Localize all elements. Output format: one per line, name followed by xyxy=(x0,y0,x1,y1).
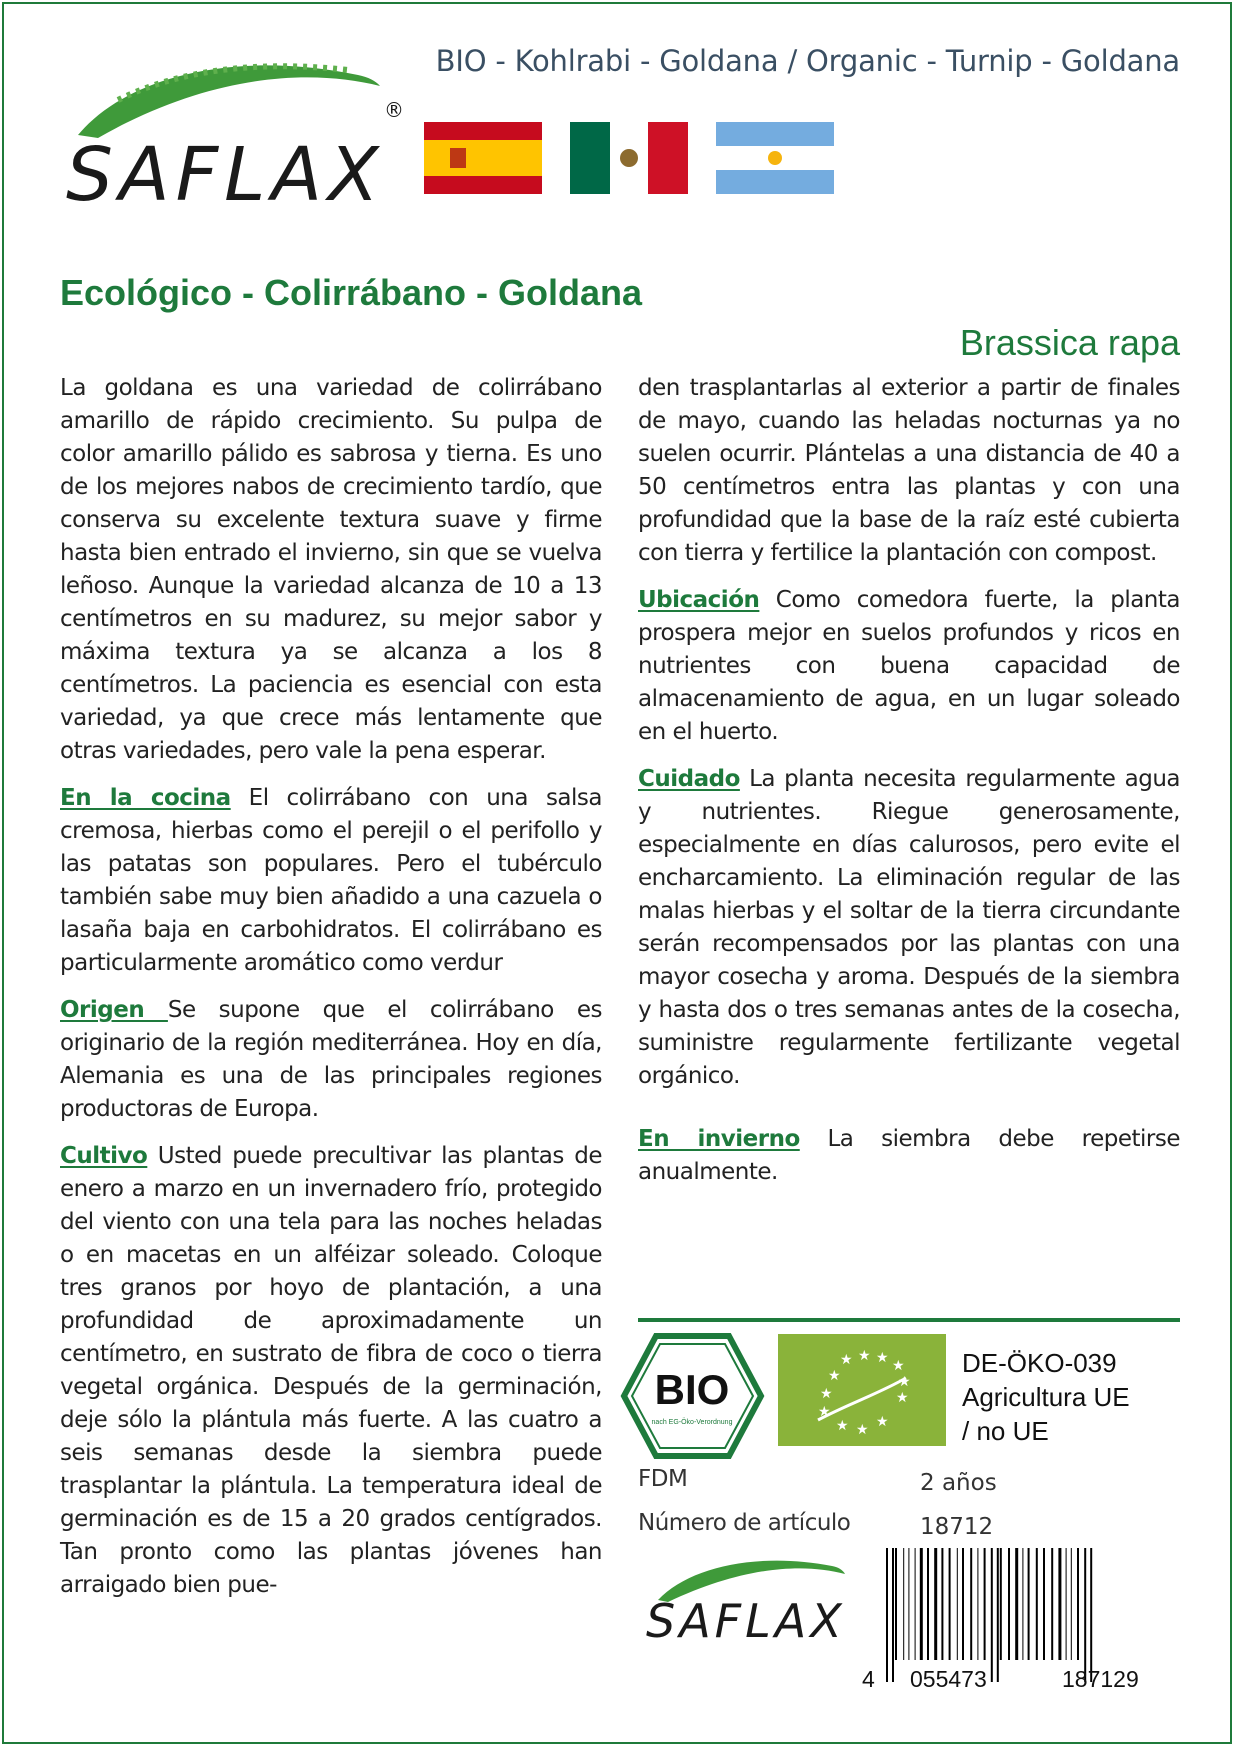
barcode-guard-bar xyxy=(1084,1548,1086,1682)
barcode-bar xyxy=(1051,1548,1053,1660)
cultivation-continued: den trasplantarlas al exterior a partir de finales de mayo, cuando las heladas nocturnas ya no suelen ocurrir. Plántelas a una distancia de 40 a 50 centímetros entra las plantas y con una profundidad que la base de la raíz esté cubierta con tierra y fertilice la plantación con compost. xyxy=(638,375,1180,566)
barcode-left-digits: 055473 xyxy=(910,1666,987,1692)
origin-heading: Origen xyxy=(60,997,168,1023)
location-paragraph xyxy=(638,584,1180,749)
barcode-bar xyxy=(1000,1548,1002,1660)
svg-text:★: ★ xyxy=(818,1404,831,1420)
fdm-label: FDM xyxy=(638,1466,688,1492)
location-heading: Ubicación xyxy=(638,587,760,613)
saflax-logo xyxy=(58,40,418,218)
kitchen-paragraph xyxy=(60,782,602,980)
eu-organic-leaf-icon xyxy=(778,1334,946,1446)
barcode-bar xyxy=(1071,1548,1072,1660)
bio-seal-subtext: nach EG-Öko-Verordnung xyxy=(651,1419,733,1426)
barcode-bar xyxy=(1028,1548,1030,1660)
article-number-value: 18712 xyxy=(920,1514,994,1540)
mexico-flag-icon xyxy=(570,122,688,194)
left-column xyxy=(60,372,602,1616)
barcode-guard-bar xyxy=(892,1548,894,1682)
svg-text:★: ★ xyxy=(820,1386,833,1402)
intro-paragraph: La goldana es una variedad de colirrábano amarillo de rápido crecimiento. Su pulpa de color amarillo pálido es sabrosa y tierna. Es uno de los mejores nabos de crecimiento tardío, que conserva su excelente textura suave y firme hasta bien entrado el invierno, sin que se vuelva leñoso. Aunque la variedad alcanza de 10 a 13 centímetros en su madurez, su mejor sabor y máxima textura ya se alcanza a los 8 centímetros. La paciencia es esencial con esta variedad, ya que crece más lentamente que otras variedades, pero vale la pena esperar. xyxy=(60,375,602,764)
barcode-bar xyxy=(915,1548,916,1660)
barcode-bar xyxy=(941,1548,943,1660)
header-title: BIO - Kohlrabi - Goldana / Organic - Turnip - Goldana xyxy=(435,44,1180,78)
winter-paragraph xyxy=(638,1123,1180,1189)
origin-text: Se supone que el colirrábano es originario de la región mediterránea. Hoy en día, Alemania es una de las principales regiones productoras de Europa. xyxy=(60,997,602,1122)
barcode-bar xyxy=(934,1548,937,1660)
svg-text:★: ★ xyxy=(828,1368,841,1384)
barcode xyxy=(882,1548,1180,1682)
svg-text:★: ★ xyxy=(836,1418,849,1434)
barcode-bar xyxy=(927,1548,929,1660)
svg-text:★: ★ xyxy=(876,1350,889,1366)
barcode-bar xyxy=(1008,1548,1010,1660)
botanical-name: Brassica rapa xyxy=(959,322,1180,363)
svg-text:★: ★ xyxy=(892,1358,905,1374)
svg-text:★: ★ xyxy=(856,1422,869,1438)
barcode-right-digits: 187129 xyxy=(1062,1666,1139,1692)
care-heading: Cuidado xyxy=(638,766,740,792)
care-paragraph xyxy=(638,763,1180,1093)
cultivation-text: Usted puede precultivar las plantas de enero a marzo en un invernadero frío, protegido del viento con una tela para las noches heladas o en macetas en un alféizar soleado. Coloque tres granos por hoyo de plantación, a una profundidad de aproximadamente un centímetro, en sustrato de fibra de coco o tierra vegetal orgánica. Después de la germinación, deje sólo la plántula más fuerte. A las cuatro a seis semanas desde la siembra puede trasplantar la plántula. La temperatura ideal de germinación es de 15 a 20 grados centígrados. Tan pronto como las plantas jóvenes han arraigado bien pue- xyxy=(60,1143,602,1598)
barcode-bar xyxy=(903,1548,904,1660)
certification-code: DE-ÖKO-039 Agricultura UE / no UE xyxy=(962,1348,1130,1446)
barcode-guard-bar xyxy=(886,1548,888,1682)
registered-mark: ® xyxy=(384,98,404,122)
barcode-bar xyxy=(1022,1548,1023,1660)
location-text: Como comedora fuerte, la planta prospera mejor en suelos profundos y ricos en nutrientes con buena capacidad de almacenamiento de agua, en un lugar soleado en el huerto. xyxy=(638,587,1180,745)
cultivation-paragraph xyxy=(60,1140,602,1602)
barcode-guard-bar xyxy=(991,1548,993,1682)
cultivation-heading: Cultivo xyxy=(60,1143,148,1169)
care-text: La planta necesita regularmente agua y nutrientes. Riegue generosamente, especialmente en días calurosos, pero evite el encharcamiento. La eliminación regular de las malas hierbas y el soltar de la tierra circundante serán recompensados por las plantas con una mayor cosecha y aroma. Después de la siembra y hasta dos o tres semanas antes de la cosecha, suministre regularmente fertilizante vegetal orgánico. xyxy=(638,766,1180,1089)
kitchen-text: El colirrábano con una salsa cremosa, hierbas como el perejil o el perifollo y las patatas son populares. Pero el tubérculo también sabe muy bien añadido a una cazuela o lasaña baja en carbohidratos. El colirrábano es particularmente aromático como verdur xyxy=(60,785,602,976)
svg-text:★: ★ xyxy=(876,1414,889,1430)
svg-text:★: ★ xyxy=(898,1374,911,1390)
barcode-bar xyxy=(1077,1548,1079,1660)
barcode-bar xyxy=(1066,1548,1067,1660)
svg-text:★: ★ xyxy=(858,1348,871,1364)
barcode-bar xyxy=(970,1548,972,1660)
barcode-bar xyxy=(957,1548,958,1660)
bio-seal-label: BIO xyxy=(654,1366,730,1413)
bio-seal-icon xyxy=(620,1332,765,1460)
barcode-bar xyxy=(1058,1548,1061,1660)
svg-text:★: ★ xyxy=(840,1352,853,1368)
logo-wordmark-small: SAFLAX xyxy=(646,1594,846,1648)
saflax-logo-small xyxy=(640,1548,870,1658)
barcode-bar xyxy=(895,1548,897,1660)
fdm-value: 2 años xyxy=(920,1470,997,1496)
barcode-bar xyxy=(949,1548,951,1660)
barcode-lead-digit: 4 xyxy=(862,1666,875,1692)
barcode-bar xyxy=(1015,1548,1018,1660)
certification-divider xyxy=(638,1318,1180,1322)
logo-wordmark: SAFLAX xyxy=(66,132,385,218)
winter-text: La siembra debe repetirse anualmente. xyxy=(638,1126,1180,1185)
article-number-label: Número de artículo xyxy=(638,1510,851,1536)
spain-flag-icon xyxy=(424,122,542,194)
barcode-bar xyxy=(984,1548,986,1660)
kitchen-heading: En la cocina xyxy=(60,785,231,811)
winter-heading: En invierno xyxy=(638,1126,800,1152)
barcode-bar xyxy=(920,1548,923,1660)
barcode-guard-bar xyxy=(1090,1548,1092,1682)
right-column xyxy=(638,372,1180,1203)
product-title: Ecológico - Colirrábano - Goldana xyxy=(60,272,643,313)
barcode-bar xyxy=(1036,1548,1038,1660)
barcode-bar xyxy=(1043,1548,1045,1660)
barcode-bar xyxy=(962,1548,964,1660)
svg-text:★: ★ xyxy=(896,1390,909,1406)
barcode-bar xyxy=(977,1548,978,1660)
argentina-flag-icon xyxy=(716,122,834,194)
barcode-bar xyxy=(908,1548,909,1660)
barcode-guard-bar xyxy=(997,1548,999,1682)
origin-paragraph xyxy=(60,994,602,1126)
